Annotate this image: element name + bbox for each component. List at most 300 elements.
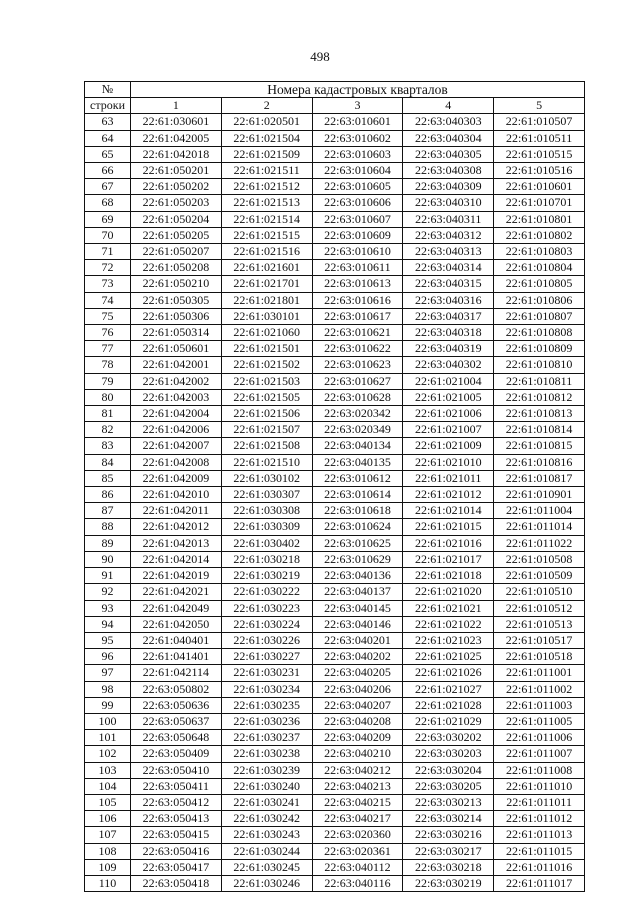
table-row (85, 665, 585, 681)
table-row (85, 389, 585, 405)
cadastral-number-cell: 22:63:030219 (403, 875, 494, 891)
cadastral-number-cell: 22:61:010509 (494, 568, 585, 584)
table-row (85, 292, 585, 308)
row-number-cell: 81 (85, 406, 131, 422)
header-row-number-label: строки (85, 98, 131, 114)
cadastral-number-cell: 22:61:021502 (221, 357, 312, 373)
cadastral-number-cell: 22:61:042005 (131, 130, 222, 146)
cadastral-number-cell: 22:63:040310 (403, 195, 494, 211)
cadastral-number-cell: 22:61:030309 (221, 519, 312, 535)
cadastral-number-cell: 22:63:040116 (312, 875, 403, 891)
cadastral-number-cell: 22:63:040112 (312, 859, 403, 875)
cadastral-number-cell: 22:63:050418 (131, 875, 222, 891)
row-number-cell: 77 (85, 341, 131, 357)
cadastral-number-cell: 22:63:040309 (403, 179, 494, 195)
cadastral-number-cell: 22:61:021010 (403, 454, 494, 470)
cadastral-number-cell: 22:63:040205 (312, 665, 403, 681)
cadastral-number-cell: 22:61:030242 (221, 811, 312, 827)
table-row (85, 373, 585, 389)
cadastral-number-cell: 22:61:021505 (221, 389, 312, 405)
table-row (85, 195, 585, 211)
cadastral-number-cell: 22:61:030218 (221, 551, 312, 567)
cadastral-number-cell: 22:61:030307 (221, 487, 312, 503)
cadastral-number-cell: 22:61:021504 (221, 130, 312, 146)
cadastral-number-cell: 22:61:030238 (221, 746, 312, 762)
cadastral-number-cell: 22:63:010628 (312, 389, 403, 405)
cadastral-number-cell: 22:63:040208 (312, 713, 403, 729)
cadastral-number-cell: 22:61:021026 (403, 665, 494, 681)
table-subheader-row (85, 98, 585, 114)
cadastral-number-cell: 22:63:010609 (312, 227, 403, 243)
cadastral-number-cell: 22:61:021011 (403, 470, 494, 486)
cadastral-number-cell: 22:61:050601 (131, 341, 222, 357)
table-row (85, 438, 585, 454)
cadastral-number-cell: 22:61:021004 (403, 373, 494, 389)
page-number: 498 (310, 49, 330, 64)
cadastral-number-cell: 22:63:040209 (312, 730, 403, 746)
cadastral-number-cell: 22:61:010805 (494, 276, 585, 292)
cadastral-number-cell: 22:63:030213 (403, 794, 494, 810)
cadastral-number-cell: 22:63:050637 (131, 713, 222, 729)
cadastral-number-cell: 22:61:011013 (494, 827, 585, 843)
row-number-cell: 95 (85, 632, 131, 648)
cadastral-number-cell: 22:61:021515 (221, 227, 312, 243)
table-row (85, 616, 585, 632)
table-body (85, 114, 585, 892)
cadastral-number-cell: 22:61:021512 (221, 179, 312, 195)
cadastral-number-cell: 22:63:010610 (312, 244, 403, 260)
cadastral-number-cell: 22:61:021801 (221, 292, 312, 308)
cadastral-number-cell: 22:61:010508 (494, 551, 585, 567)
cadastral-number-cell: 22:61:021022 (403, 616, 494, 632)
cadastral-number-cell: 22:61:021510 (221, 454, 312, 470)
cadastral-number-cell: 22:63:010601 (312, 114, 403, 130)
table-row (85, 811, 585, 827)
cadastral-number-cell: 22:61:011015 (494, 843, 585, 859)
cadastral-number-cell: 22:63:040210 (312, 746, 403, 762)
cadastral-number-cell: 22:63:010616 (312, 292, 403, 308)
cadastral-number-cell: 22:61:050207 (131, 244, 222, 260)
cadastral-number-cell: 22:61:011008 (494, 762, 585, 778)
cadastral-number-cell: 22:61:030239 (221, 762, 312, 778)
cadastral-number-cell: 22:61:042009 (131, 470, 222, 486)
cadastral-number-cell: 22:61:042011 (131, 503, 222, 519)
cadastral-number-cell: 22:63:040302 (403, 357, 494, 373)
cadastral-number-cell: 22:61:010813 (494, 406, 585, 422)
cadastral-number-cell: 22:61:042114 (131, 665, 222, 681)
cadastral-number-cell: 22:61:011014 (494, 519, 585, 535)
cadastral-number-cell: 22:63:030214 (403, 811, 494, 827)
cadastral-number-cell: 22:61:030246 (221, 875, 312, 891)
cadastral-number-cell: 22:61:042004 (131, 406, 222, 422)
table-row (85, 600, 585, 616)
row-number-cell: 64 (85, 130, 131, 146)
column-header: 4 (403, 98, 494, 114)
cadastral-number-cell: 22:61:010513 (494, 616, 585, 632)
cadastral-number-cell: 22:63:040134 (312, 438, 403, 454)
row-number-cell: 83 (85, 438, 131, 454)
cadastral-number-cell: 22:61:011002 (494, 681, 585, 697)
cadastral-number-cell: 22:61:050306 (131, 308, 222, 324)
cadastral-number-cell: 22:61:010810 (494, 357, 585, 373)
cadastral-number-cell: 22:63:040311 (403, 211, 494, 227)
row-number-cell: 92 (85, 584, 131, 600)
cadastral-number-cell: 22:61:011003 (494, 697, 585, 713)
cadastral-number-cell: 22:61:021021 (403, 600, 494, 616)
cadastral-number-cell: 22:63:010624 (312, 519, 403, 535)
cadastral-number-cell: 22:61:021060 (221, 325, 312, 341)
row-number-cell: 100 (85, 713, 131, 729)
cadastral-number-cell: 22:61:030101 (221, 308, 312, 324)
cadastral-number-cell: 22:61:010512 (494, 600, 585, 616)
table-row (85, 341, 585, 357)
row-number-cell: 75 (85, 308, 131, 324)
table-row (85, 519, 585, 535)
table-row (85, 859, 585, 875)
cadastral-number-cell: 22:61:030224 (221, 616, 312, 632)
cadastral-number-cell: 22:63:040304 (403, 130, 494, 146)
cadastral-number-cell: 22:61:042013 (131, 535, 222, 551)
cadastral-number-cell: 22:61:030234 (221, 681, 312, 697)
row-number-cell: 110 (85, 875, 131, 891)
row-number-cell: 88 (85, 519, 131, 535)
cadastral-number-cell: 22:61:042012 (131, 519, 222, 535)
table-row (85, 584, 585, 600)
cadastral-number-cell: 22:63:040212 (312, 762, 403, 778)
cadastral-number-cell: 22:63:040136 (312, 568, 403, 584)
cadastral-number-cell: 22:63:010604 (312, 163, 403, 179)
cadastral-number-cell: 22:63:040303 (403, 114, 494, 130)
row-number-cell: 94 (85, 616, 131, 632)
cadastral-number-cell: 22:63:010614 (312, 487, 403, 503)
cadastral-number-cell: 22:63:020342 (312, 406, 403, 422)
cadastral-number-cell: 22:63:040313 (403, 244, 494, 260)
column-header: 2 (221, 98, 312, 114)
cadastral-number-cell: 22:61:021506 (221, 406, 312, 422)
table-row (85, 827, 585, 843)
cadastral-number-cell: 22:61:010801 (494, 211, 585, 227)
cadastral-number-cell: 22:61:030241 (221, 794, 312, 810)
row-number-cell: 82 (85, 422, 131, 438)
cadastral-number-cell: 22:63:010612 (312, 470, 403, 486)
table-row (85, 762, 585, 778)
cadastral-number-cell: 22:61:021501 (221, 341, 312, 357)
cadastral-number-cell: 22:63:050636 (131, 697, 222, 713)
cadastral-number-cell: 22:61:010516 (494, 163, 585, 179)
row-number-cell: 99 (85, 697, 131, 713)
cadastral-number-cell: 22:61:010817 (494, 470, 585, 486)
cadastral-number-cell: 22:61:010511 (494, 130, 585, 146)
cadastral-number-cell: 22:61:030402 (221, 535, 312, 551)
table-row (85, 503, 585, 519)
table-row (85, 713, 585, 729)
cadastral-number-cell: 22:61:021005 (403, 389, 494, 405)
row-number-cell: 97 (85, 665, 131, 681)
table-row (85, 875, 585, 891)
row-number-cell: 104 (85, 778, 131, 794)
row-number-cell: 65 (85, 146, 131, 162)
row-number-cell: 72 (85, 260, 131, 276)
cadastral-number-cell: 22:63:010627 (312, 373, 403, 389)
cadastral-number-cell: 22:61:010507 (494, 114, 585, 130)
table-row (85, 843, 585, 859)
cadastral-number-cell: 22:61:050205 (131, 227, 222, 243)
row-number-cell: 90 (85, 551, 131, 567)
cadastral-number-cell: 22:61:021701 (221, 276, 312, 292)
table-row (85, 454, 585, 470)
cadastral-number-cell: 22:61:011007 (494, 746, 585, 762)
cadastral-number-cell: 22:61:011005 (494, 713, 585, 729)
row-number-cell: 105 (85, 794, 131, 810)
cadastral-number-cell: 22:61:021509 (221, 146, 312, 162)
cadastral-number-cell: 22:61:030231 (221, 665, 312, 681)
cadastral-number-cell: 22:61:010807 (494, 308, 585, 324)
cadastral-number-cell: 22:61:030243 (221, 827, 312, 843)
cadastral-number-cell: 22:61:040401 (131, 632, 222, 648)
row-number-cell: 93 (85, 600, 131, 616)
cadastral-number-cell: 22:61:021028 (403, 697, 494, 713)
row-number-cell: 71 (85, 244, 131, 260)
table-row (85, 697, 585, 713)
table-row (85, 146, 585, 162)
row-number-cell: 63 (85, 114, 131, 130)
cadastral-number-cell: 22:61:042007 (131, 438, 222, 454)
cadastral-number-cell: 22:61:042001 (131, 357, 222, 373)
table-row (85, 406, 585, 422)
cadastral-number-cell: 22:63:040215 (312, 794, 403, 810)
cadastral-number-cell: 22:63:050415 (131, 827, 222, 843)
table-row (85, 179, 585, 195)
row-number-cell: 84 (85, 454, 131, 470)
table-row (85, 114, 585, 130)
cadastral-number-cell: 22:63:010603 (312, 146, 403, 162)
row-number-cell: 87 (85, 503, 131, 519)
row-number-cell: 74 (85, 292, 131, 308)
cadastral-number-cell: 22:63:010629 (312, 551, 403, 567)
cadastral-number-cell: 22:61:010814 (494, 422, 585, 438)
cadastral-number-cell: 22:63:010613 (312, 276, 403, 292)
cadastral-number-cell: 22:61:021017 (403, 551, 494, 567)
table-row (85, 551, 585, 567)
cadastral-number-cell: 22:63:020349 (312, 422, 403, 438)
row-number-cell: 102 (85, 746, 131, 762)
cadastral-number-cell: 22:61:021015 (403, 519, 494, 535)
table-row (85, 325, 585, 341)
table-header-row (85, 82, 585, 98)
cadastral-number-cell: 22:61:030227 (221, 649, 312, 665)
cadastral-quarters-table (84, 81, 585, 892)
cadastral-number-cell: 22:61:021516 (221, 244, 312, 260)
cadastral-number-cell: 22:63:040207 (312, 697, 403, 713)
cadastral-number-cell: 22:61:010601 (494, 179, 585, 195)
table-row (85, 535, 585, 551)
cadastral-number-cell: 22:61:021514 (221, 211, 312, 227)
cadastral-number-cell: 22:61:050204 (131, 211, 222, 227)
cadastral-number-cell: 22:63:020361 (312, 843, 403, 859)
cadastral-number-cell: 22:63:040318 (403, 325, 494, 341)
cadastral-number-cell: 22:63:010602 (312, 130, 403, 146)
table-row (85, 487, 585, 503)
row-number-cell: 107 (85, 827, 131, 843)
cadastral-number-cell: 22:63:030202 (403, 730, 494, 746)
row-number-cell: 67 (85, 179, 131, 195)
cadastral-number-cell: 22:63:040135 (312, 454, 403, 470)
row-number-cell: 98 (85, 681, 131, 697)
cadastral-number-cell: 22:61:021508 (221, 438, 312, 454)
cadastral-number-cell: 22:63:050417 (131, 859, 222, 875)
cadastral-number-cell: 22:63:040308 (403, 163, 494, 179)
cadastral-number-cell: 22:61:010803 (494, 244, 585, 260)
table-row (85, 308, 585, 324)
cadastral-number-cell: 22:61:010510 (494, 584, 585, 600)
row-number-cell: 109 (85, 859, 131, 875)
cadastral-number-cell: 22:63:030203 (403, 746, 494, 762)
cadastral-number-cell: 22:63:010625 (312, 535, 403, 551)
cadastral-number-cell: 22:61:020501 (221, 114, 312, 130)
cadastral-number-cell: 22:61:050202 (131, 179, 222, 195)
cadastral-number-cell: 22:61:010815 (494, 438, 585, 454)
cadastral-number-cell: 22:61:021023 (403, 632, 494, 648)
table-row (85, 632, 585, 648)
cadastral-number-cell: 22:63:040305 (403, 146, 494, 162)
cadastral-number-cell: 22:61:030223 (221, 600, 312, 616)
row-number-cell: 68 (85, 195, 131, 211)
row-number-cell: 78 (85, 357, 131, 373)
cadastral-number-cell: 22:61:042002 (131, 373, 222, 389)
cadastral-number-cell: 22:63:010618 (312, 503, 403, 519)
cadastral-number-cell: 22:61:050201 (131, 163, 222, 179)
table-row (85, 649, 585, 665)
column-header: 5 (494, 98, 585, 114)
cadastral-number-cell: 22:61:021006 (403, 406, 494, 422)
cadastral-number-cell: 22:61:010517 (494, 632, 585, 648)
cadastral-number-cell: 22:61:030219 (221, 568, 312, 584)
cadastral-number-cell: 22:63:030218 (403, 859, 494, 875)
cadastral-number-cell: 22:63:030217 (403, 843, 494, 859)
cadastral-number-cell: 22:63:030204 (403, 762, 494, 778)
cadastral-number-cell: 22:61:021601 (221, 260, 312, 276)
cadastral-number-cell: 22:61:021029 (403, 713, 494, 729)
cadastral-number-cell: 22:61:050210 (131, 276, 222, 292)
cadastral-number-cell: 22:61:042006 (131, 422, 222, 438)
cadastral-number-cell: 22:63:040213 (312, 778, 403, 794)
cadastral-number-cell: 22:61:050314 (131, 325, 222, 341)
table-row (85, 422, 585, 438)
cadastral-number-cell: 22:63:010611 (312, 260, 403, 276)
cadastral-number-cell: 22:63:040137 (312, 584, 403, 600)
cadastral-number-cell: 22:63:040217 (312, 811, 403, 827)
cadastral-number-cell: 22:63:040316 (403, 292, 494, 308)
table-row (85, 227, 585, 243)
table-row (85, 778, 585, 794)
cadastral-number-cell: 22:61:021014 (403, 503, 494, 519)
table-row (85, 681, 585, 697)
cadastral-number-cell: 22:61:021009 (403, 438, 494, 454)
cadastral-number-cell: 22:63:040206 (312, 681, 403, 697)
cadastral-number-cell: 22:63:050410 (131, 762, 222, 778)
cadastral-number-cell: 22:61:030236 (221, 713, 312, 729)
cadastral-number-cell: 22:63:040202 (312, 649, 403, 665)
cadastral-number-cell: 22:61:011012 (494, 811, 585, 827)
cadastral-number-cell: 22:61:030601 (131, 114, 222, 130)
cadastral-number-cell: 22:61:010812 (494, 389, 585, 405)
cadastral-number-cell: 22:63:010607 (312, 211, 403, 227)
cadastral-number-cell: 22:61:042014 (131, 551, 222, 567)
table-row (85, 568, 585, 584)
table-row (85, 211, 585, 227)
cadastral-number-cell: 22:63:030205 (403, 778, 494, 794)
row-number-cell: 89 (85, 535, 131, 551)
cadastral-number-cell: 22:63:040317 (403, 308, 494, 324)
cadastral-number-cell: 22:63:010623 (312, 357, 403, 373)
header-row-number-symbol: № (85, 82, 131, 98)
cadastral-number-cell: 22:63:010622 (312, 341, 403, 357)
cadastral-number-cell: 22:61:021018 (403, 568, 494, 584)
table-row (85, 163, 585, 179)
cadastral-number-cell: 22:61:021503 (221, 373, 312, 389)
cadastral-number-cell: 22:61:010515 (494, 146, 585, 162)
header-group-title: Номера кадастровых кварталов (131, 82, 585, 98)
cadastral-number-cell: 22:63:050416 (131, 843, 222, 859)
cadastral-number-cell: 22:61:030244 (221, 843, 312, 859)
cadastral-number-cell: 22:61:021016 (403, 535, 494, 551)
cadastral-number-cell: 22:61:010806 (494, 292, 585, 308)
table-row (85, 794, 585, 810)
table-row (85, 470, 585, 486)
cadastral-number-cell: 22:61:010518 (494, 649, 585, 665)
cadastral-number-cell: 22:61:011011 (494, 794, 585, 810)
cadastral-number-cell: 22:63:040319 (403, 341, 494, 357)
row-number-cell: 79 (85, 373, 131, 389)
cadastral-number-cell: 22:63:050648 (131, 730, 222, 746)
cadastral-number-cell: 22:63:010621 (312, 325, 403, 341)
cadastral-number-cell: 22:61:011004 (494, 503, 585, 519)
row-number-cell: 66 (85, 163, 131, 179)
table-row (85, 357, 585, 373)
cadastral-number-cell: 22:61:042050 (131, 616, 222, 632)
cadastral-number-cell: 22:61:011010 (494, 778, 585, 794)
cadastral-number-cell: 22:61:011017 (494, 875, 585, 891)
cadastral-number-cell: 22:61:042010 (131, 487, 222, 503)
row-number-cell: 69 (85, 211, 131, 227)
row-number-cell: 76 (85, 325, 131, 341)
cadastral-number-cell: 22:63:010617 (312, 308, 403, 324)
row-number-cell: 91 (85, 568, 131, 584)
cadastral-number-cell: 22:61:030222 (221, 584, 312, 600)
cadastral-number-cell: 22:63:050409 (131, 746, 222, 762)
cadastral-number-cell: 22:61:050305 (131, 292, 222, 308)
cadastral-number-cell: 22:63:040201 (312, 632, 403, 648)
cadastral-number-cell: 22:61:042021 (131, 584, 222, 600)
table-row (85, 730, 585, 746)
cadastral-number-cell: 22:61:021020 (403, 584, 494, 600)
cadastral-number-cell: 22:61:050203 (131, 195, 222, 211)
cadastral-number-cell: 22:63:040312 (403, 227, 494, 243)
row-number-cell: 96 (85, 649, 131, 665)
cadastral-number-cell: 22:63:040315 (403, 276, 494, 292)
cadastral-number-cell: 22:61:021513 (221, 195, 312, 211)
row-number-cell: 108 (85, 843, 131, 859)
row-number-cell: 103 (85, 762, 131, 778)
row-number-cell: 70 (85, 227, 131, 243)
cadastral-number-cell: 22:61:010901 (494, 487, 585, 503)
cadastral-number-cell: 22:61:021025 (403, 649, 494, 665)
cadastral-number-cell: 22:61:010804 (494, 260, 585, 276)
cadastral-number-cell: 22:63:040145 (312, 600, 403, 616)
table-row (85, 746, 585, 762)
table-row (85, 130, 585, 146)
cadastral-number-cell: 22:61:021027 (403, 681, 494, 697)
